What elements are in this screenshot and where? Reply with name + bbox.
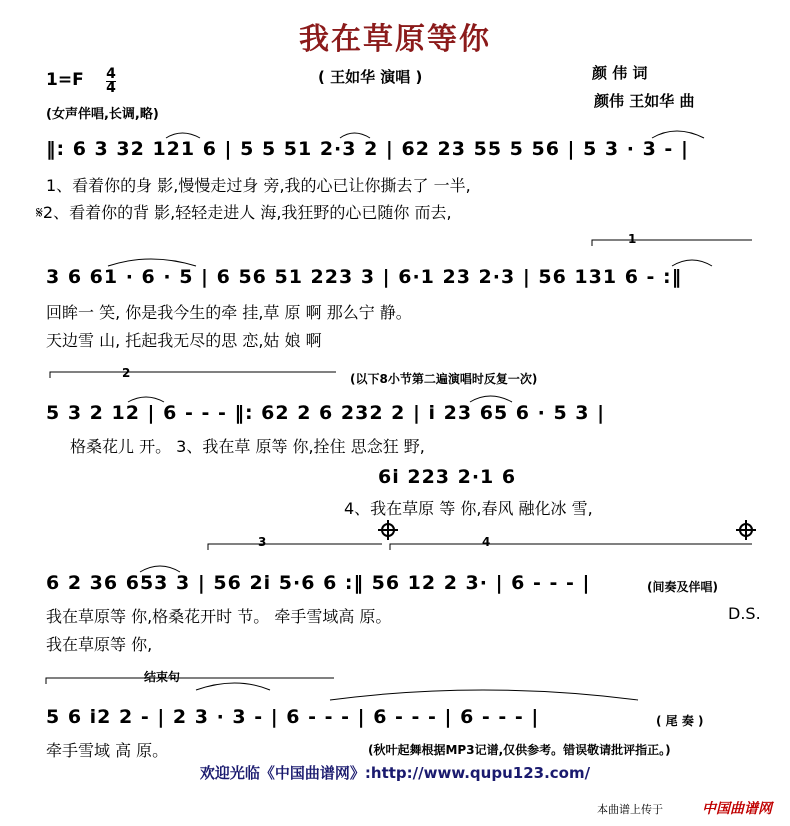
time-signature-top: 4: [106, 66, 116, 82]
time-signature-bottom: 4: [106, 80, 116, 96]
system-4-lyrics-1: 我在草原等 你,格桑花开时 节。 牵手雪域高 原。: [46, 607, 392, 626]
slur: [672, 260, 712, 266]
singer-credit: ( 王如华 演唱 ): [318, 68, 423, 86]
performance-note: (女声伴唱,长调,略): [46, 107, 159, 122]
volta-4-bracket: [390, 544, 752, 550]
slur: [330, 690, 638, 700]
upload-credit: 本曲谱上传于: [597, 803, 663, 816]
volta-brackets: [46, 240, 752, 684]
slur: [166, 133, 200, 138]
system-3-lyrics-1: 格桑花儿 开。 3、我在草 原等 你,拴住 思念狂 野,: [70, 437, 425, 456]
ending-label: 结束句: [144, 670, 181, 684]
system-4-music: 6 2 36 653 3 | 56 2i 5·6 6 :‖ 56 12 2 3· | 6 - - - |: [46, 572, 591, 594]
ds-mark: D.S.: [728, 604, 761, 623]
system-1-lyrics-1: 1、看着你的身 影,慢慢走过身 旁,我的心已让你撕去了 一半,: [46, 176, 471, 195]
volta-3-bracket: [208, 544, 382, 550]
system-2-lyrics-2: 天边雪 山, 托起我无尽的思 恋,姑 娘 啊: [46, 331, 322, 350]
song-title: 我在草原等你: [299, 22, 491, 57]
system-3-music: 5 3 2 12 | 6 - - - ‖: 62 2 6 232 2 | i 23 65 6 · 5 3 |: [46, 402, 606, 424]
system-3b-lyrics: 4、我在草原 等 你,春风 融化冰 雪,: [344, 499, 593, 518]
coda-icon: [378, 520, 398, 540]
volta-2-label: 2: [122, 366, 131, 380]
system-4-lyrics-2: 我在草原等 你,: [46, 635, 153, 654]
lyricist-credit: 颜 伟 词: [592, 64, 648, 82]
slur: [196, 683, 270, 690]
site-logo: 中国曲谱网: [702, 801, 772, 817]
slur-marks: [108, 131, 712, 700]
system-3b-music: 6i 223 2·1 6: [378, 466, 517, 488]
coda-icons: [378, 520, 756, 540]
system-2-music: 3 6 61 · 6 · 5 | 6 56 51 223 3 | 6·1 23 2·3 | 56 131 6 - :‖: [46, 266, 683, 288]
system-5-music: 5 6 i2 2 - | 2 3 · 3 - | 6 - - - | 6 - - - | 6 - - - |: [46, 706, 540, 728]
slur: [140, 566, 180, 572]
site-footer: 欢迎光临《中国曲谱网》:http://www.qupu123.com/: [199, 764, 591, 782]
slur: [128, 397, 164, 402]
volta-4-label: 4: [482, 535, 491, 549]
outro-note: ( 尾 奏 ): [656, 714, 704, 728]
volta-3-label: 3: [258, 535, 267, 549]
slur: [108, 259, 196, 266]
slur: [652, 131, 704, 138]
system-2-lyrics-1: 回眸一 笑, 你是我今生的牵 挂,草 原 啊 那么宁 静。: [46, 303, 412, 322]
system-1-music: ‖: 6 3 32 121 6 | 5 5 51 2·3 2 | 62 23 55 5 56 | 5 3 · 3 - |: [46, 138, 689, 160]
volta-2-bracket: [50, 372, 336, 378]
system-1-lyrics-2-text: 2、看着你的背 影,轻轻走进人 海,我狂野的心已随你 而去,: [42, 203, 452, 222]
transcription-note: (秋叶起舞根据MP3记谱,仅供参考。错误敬请批评指正。): [368, 743, 671, 757]
volta-1-bracket: [592, 240, 752, 246]
ending-bracket: [46, 678, 334, 684]
segno-icon: 𝄋: [36, 203, 43, 222]
slur: [470, 396, 512, 402]
key-signature: 1=F: [46, 70, 84, 90]
volta-1-label: 1: [628, 232, 637, 246]
composer-credit: 颜伟 王如华 曲: [594, 92, 695, 110]
repeat-note: (以下8小节第二遍演唱时反复一次): [350, 372, 538, 386]
slur: [340, 133, 370, 138]
coda-icon: [736, 520, 756, 540]
interlude-note: (间奏及伴唱): [647, 580, 718, 594]
system-5-lyrics: 牵手雪域 高 原。: [46, 741, 169, 760]
